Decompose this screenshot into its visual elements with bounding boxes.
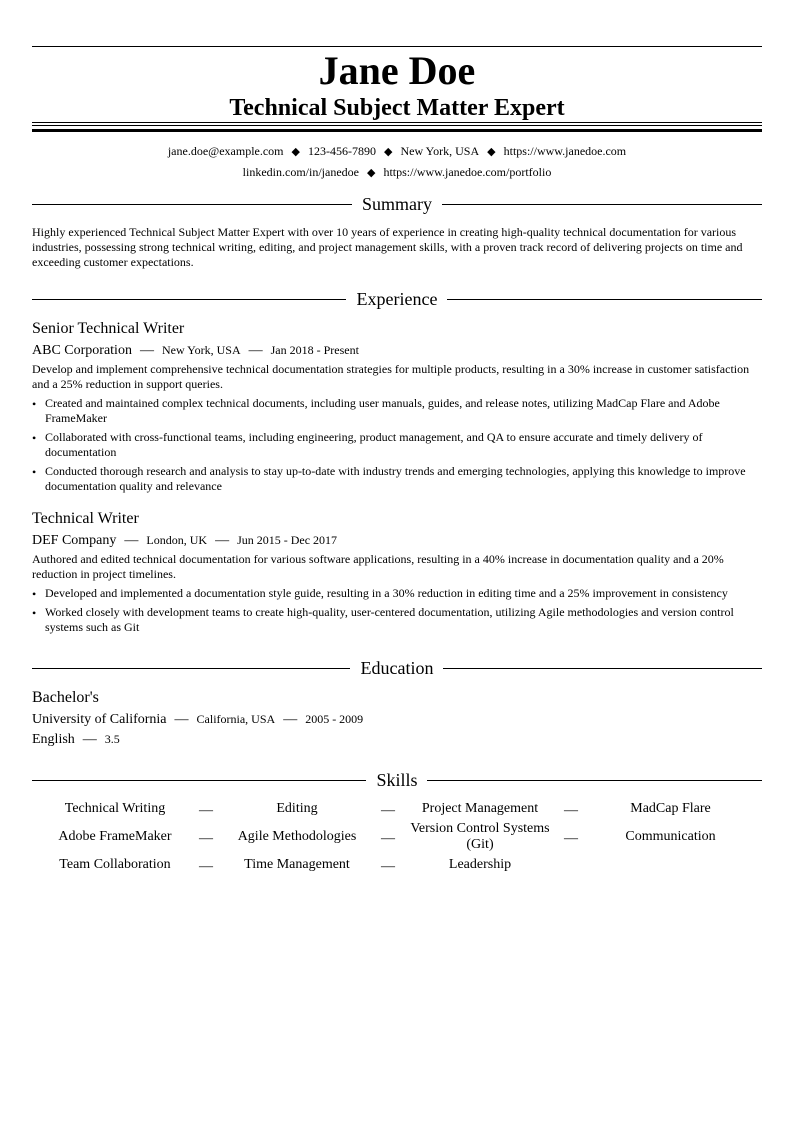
skill-item: Team Collaboration (59, 857, 171, 872)
bullet-icon: • (32, 606, 37, 620)
bullet-icon: • (32, 587, 37, 601)
meta-dash: — (283, 712, 298, 727)
education-section-heading (32, 657, 762, 679)
skill-dash: — (564, 803, 578, 818)
diamond-separator-icon: ◆ (291, 146, 300, 158)
diamond-separator-icon: ◆ (366, 167, 376, 179)
meta-dash: — (82, 732, 97, 747)
list-item-text: Collaborated with cross-functional teams, including engineering, product management, and QA to ensure accurate and timely delivery of documentation (45, 430, 703, 459)
skill-dash: — (199, 831, 213, 846)
candidate-name: Jane Doe (318, 48, 476, 93)
education-school: University of California (32, 712, 167, 727)
job-title: Senior Technical Writer (32, 320, 185, 337)
job-dates: Jan 2018 - Present (270, 343, 359, 357)
contact-line-2 (32, 164, 762, 181)
meta-dash: — (248, 343, 263, 358)
skill-dash: — (381, 803, 395, 818)
contact-email[interactable]: jane.doe@example.com (167, 144, 284, 158)
header-top-rule (32, 46, 762, 47)
contact-location: New York, USA (400, 144, 480, 158)
job-meta (32, 341, 359, 360)
bullet-icon: • (32, 397, 37, 411)
job-company: ABC Corporation (32, 343, 132, 358)
contact-line-1 (32, 143, 762, 160)
skill-item: Project Management (421, 801, 539, 816)
list-item-text: Created and maintained complex technical documents, including user manuals, guides, and release notes, utilizing MadCap Flare and Adobe FrameMaker (45, 396, 720, 425)
skill-item: MadCap Flare (630, 801, 711, 816)
header-rule-1 (32, 122, 762, 123)
skill-item: Technical Writing (64, 801, 166, 816)
education-dates: 2005 - 2009 (305, 712, 364, 726)
experience-section-heading (32, 288, 762, 310)
job-location: London, UK (146, 533, 208, 547)
skill-item: Editing (276, 801, 318, 816)
contact-website-link[interactable]: https://www.janedoe.com (503, 144, 627, 158)
list-item-text: Worked closely with development teams to create high-quality, user-centered documentation, utilizing Agile methodologies and version control systems such as Git (45, 605, 734, 634)
summary-section-heading (32, 193, 762, 215)
meta-dash: — (124, 533, 139, 548)
education-location: California, USA (196, 712, 276, 726)
education-gpa: 3.5 (104, 732, 120, 746)
meta-dash: — (174, 712, 189, 727)
education-field-row (32, 730, 120, 749)
job-dates: Jun 2015 - Dec 2017 (237, 533, 338, 547)
list-item-text: Developed and implemented a documentation style guide, resulting in a 30% reduction in editing time and a 25% improvement in consistency (45, 586, 728, 600)
contact-portfolio-link[interactable]: https://www.janedoe.com/portfolio (383, 165, 552, 179)
diamond-separator-icon: ◆ (383, 146, 393, 158)
header-rule-3 (32, 129, 762, 132)
skill-item: Adobe FrameMaker (58, 829, 172, 844)
skill-item: Version Control Systems (Git) (410, 821, 550, 852)
job-location: New York, USA (161, 343, 241, 357)
contact-linkedin-link[interactable]: linkedin.com/in/janedoe (242, 165, 359, 179)
job-meta (32, 531, 337, 550)
job-company: DEF Company (32, 533, 117, 548)
education-degree: Bachelor's (32, 689, 99, 706)
skill-item: Communication (625, 829, 716, 844)
experience-heading-label: Experience (356, 289, 438, 309)
education-heading-label: Education (360, 658, 434, 678)
skill-dash: — (564, 831, 578, 846)
candidate-title: Technical Subject Matter Expert (229, 95, 565, 121)
bullet-icon: • (32, 431, 37, 445)
skills-section-heading (32, 769, 762, 791)
contact-phone[interactable]: 123-456-7890 (307, 144, 376, 158)
job-description: Develop and implement comprehensive technical documentation strategies for multiple products, resulting in a 30% increase in customer satisfaction and a 25% reduction in support queries. (32, 362, 750, 391)
diamond-separator-icon: ◆ (487, 146, 496, 158)
skills-heading-label: Skills (376, 770, 418, 790)
skill-dash: — (381, 859, 395, 874)
skill-item: Leadership (448, 857, 512, 872)
skill-dash: — (199, 803, 213, 818)
job-title: Technical Writer (32, 510, 139, 527)
skill-item: Agile Methodologies (237, 829, 357, 844)
header-rule-2 (32, 125, 762, 126)
skill-item: Time Management (244, 857, 350, 872)
summary-text: Highly experienced Technical Subject Matter Expert with over 10 years of experience in creating high-quality technical documentation for various industries, possessing strong technical writing, editing, and project management skills, with a proven track record of delivering projects on time and exceeding customer expectations. (32, 225, 743, 269)
education-meta (32, 710, 363, 729)
list-item-text: Conducted thorough research and analysis to stay up-to-date with industry trends and emerging technologies, applying this knowledge to improve documentation quality and relevance (45, 464, 746, 493)
job-description: Authored and edited technical documentation for various software applications, resulting in a 40% increase in documentation quality and a 20% reduction in project timelines. (32, 552, 724, 581)
skill-dash: — (199, 859, 213, 874)
bullet-icon: • (32, 465, 37, 479)
meta-dash: — (215, 533, 230, 548)
skill-dash: — (381, 831, 395, 846)
meta-dash: — (139, 343, 154, 358)
summary-heading-label: Summary (362, 194, 432, 214)
education-field: English (32, 732, 75, 747)
